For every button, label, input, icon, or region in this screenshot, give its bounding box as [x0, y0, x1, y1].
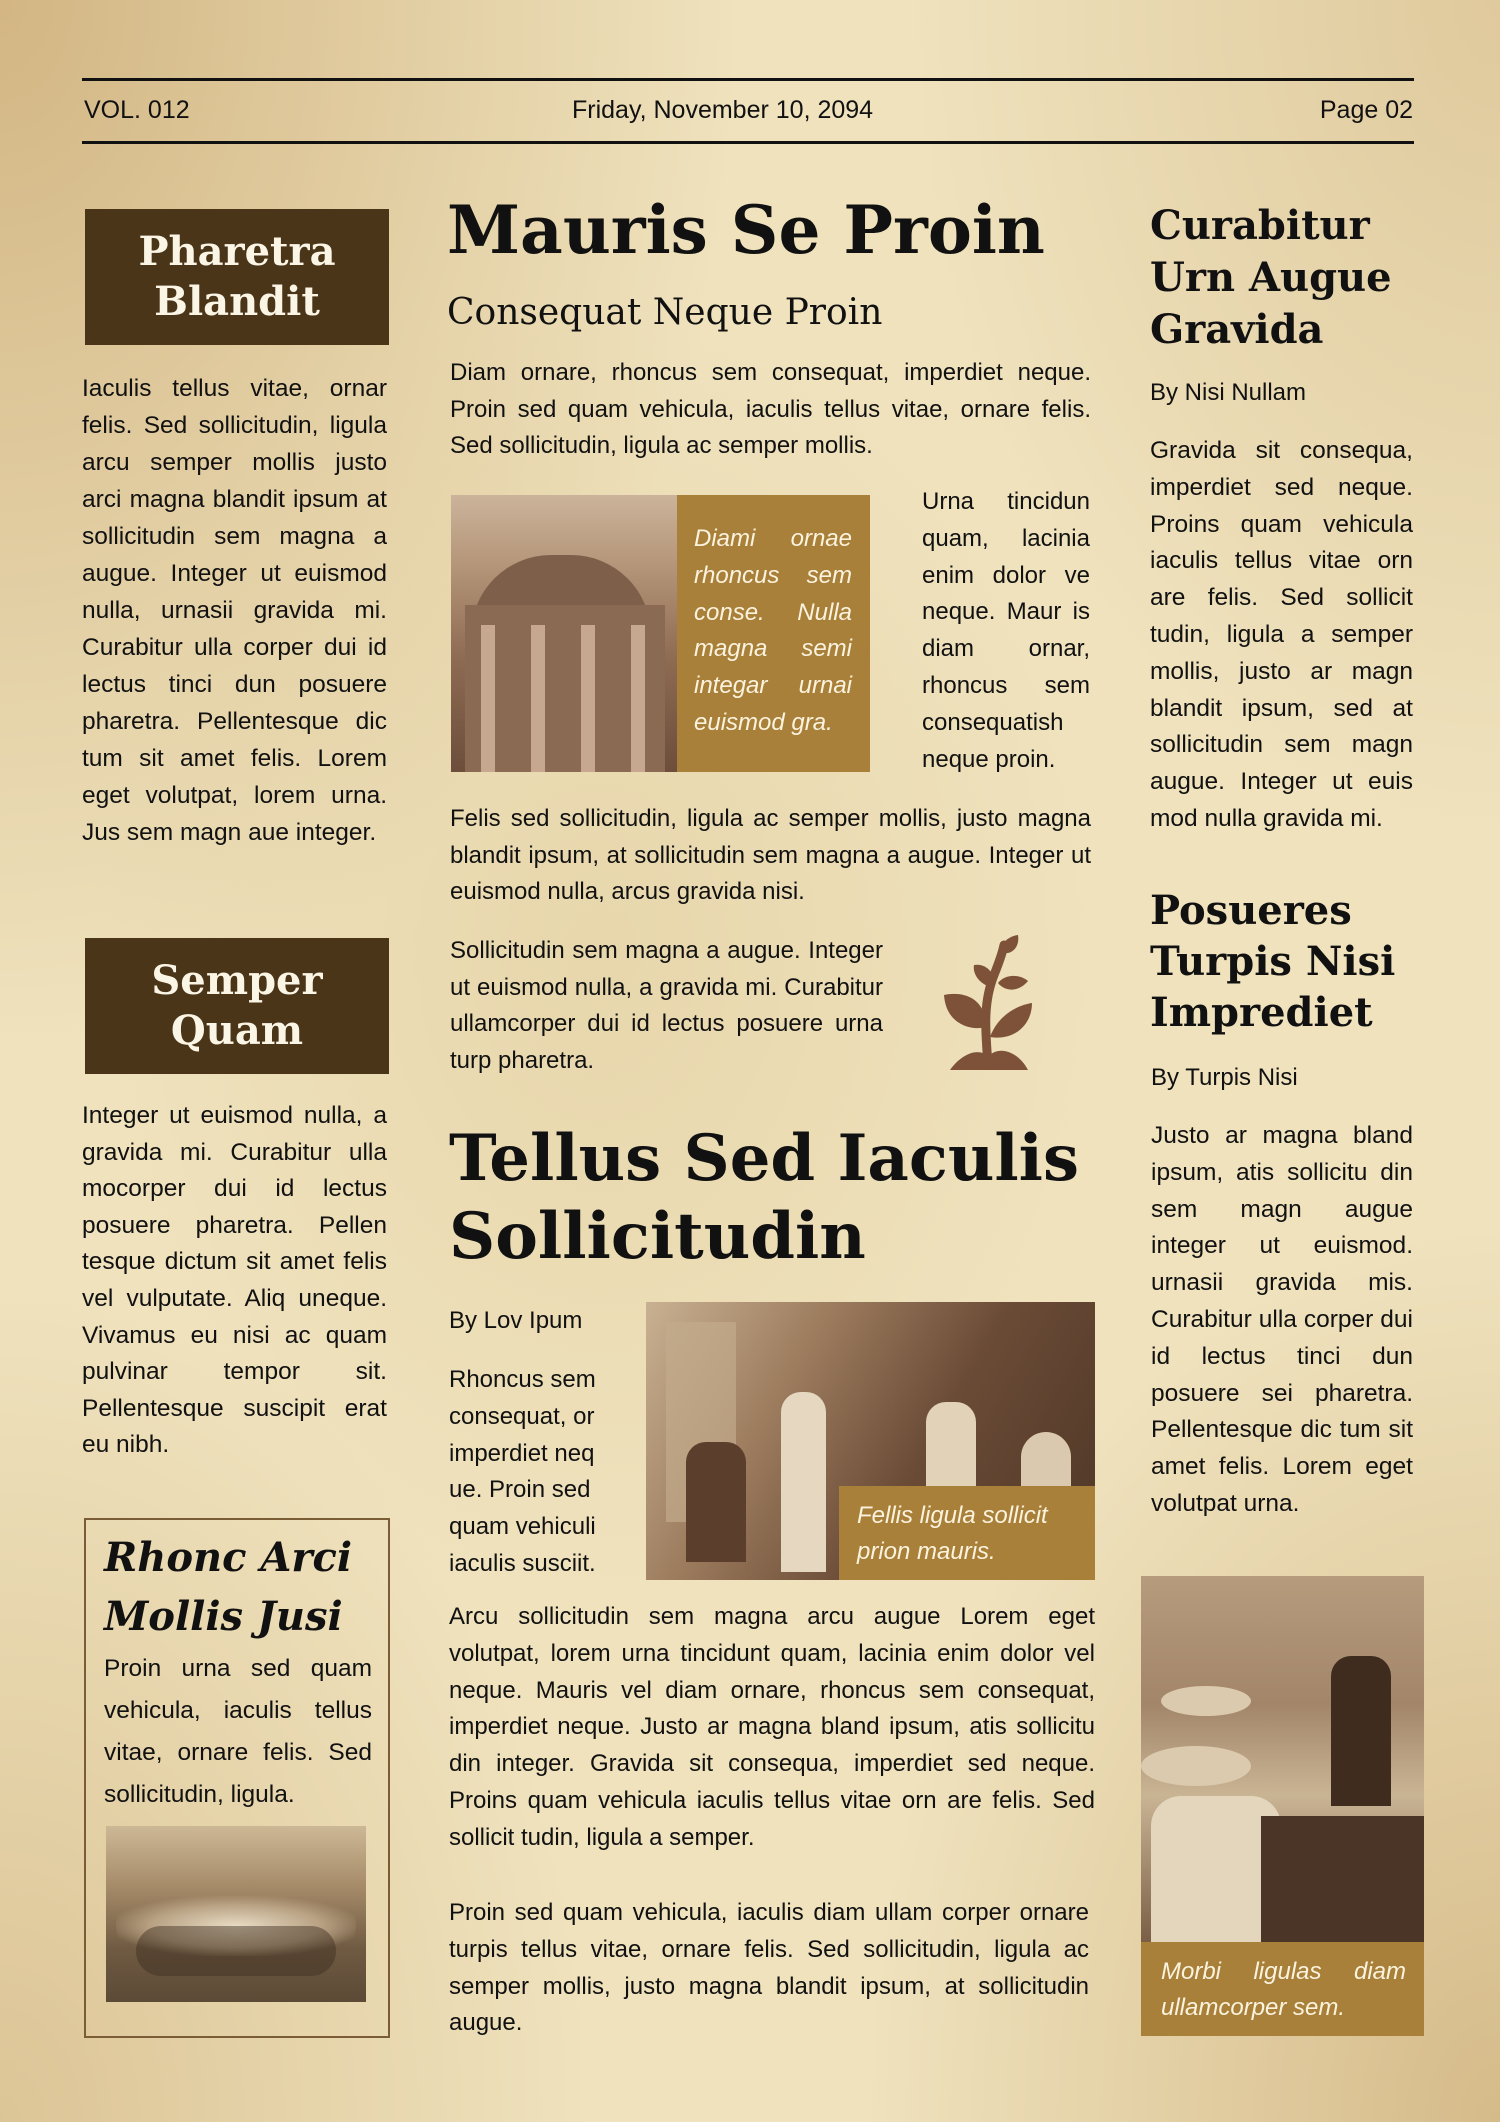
plant-icon [942, 935, 1032, 1075]
picnic-photo-caption [1141, 1942, 1424, 2036]
sidebar-body: Proin urna sed quam vehicula, iaculis tellus vitae, ornare felis. Sed sollicitudin, ligula. [104, 1655, 372, 1808]
header-top-rule [82, 78, 1414, 81]
right-article-title-line: Urn Augue [1150, 254, 1392, 301]
caption-text: Fellis ligula sollicit prion mauris. [857, 1502, 1048, 1565]
right-article-title-line: Turpis Nisi [1150, 938, 1396, 985]
second-headline-line: Tellus Sed Iaculis [449, 1121, 1079, 1196]
lead-paragraph: Felis sed sollicitudin, ligula ac semper mollis, justo magna blandit ipsum, at sollicitudin sem magna a augue. Integer ut euismod nulla, arcus gravida nisi. [450, 805, 1091, 905]
right-article-title-line: Imprediet [1150, 989, 1373, 1036]
second-side-text: Rhoncus sem consequat, or imperdiet neq ue. Proin sed quam vehiculi iaculis susciit. [449, 1366, 596, 1577]
second-headline [449, 1120, 1079, 1276]
caption-text: Morbi ligulas diam ullamcorper sem. [1161, 1958, 1406, 2021]
right-article-title [1150, 200, 1392, 356]
right-article-title-line: Gravida [1150, 306, 1324, 353]
right-article-byline: By Nisi Nullam [1150, 379, 1307, 406]
header-bottom-rule [82, 141, 1414, 144]
group-photo [106, 1826, 366, 2002]
ruins-photo [451, 495, 677, 772]
picnic-photo [1141, 1576, 1424, 1942]
article-title-line: Pharetra [138, 228, 336, 275]
sidebar-title-line: Rhonc Arci [104, 1534, 353, 1581]
article-body: Integer ut euismod nulla, a gravida mi. Curabitur ulla mocorper dui id lectus posuere pharetra. Pellen tesque dictum sit amet felis vel vulputate. Aliq uneque. Vivamus eu nisi ac quam pulvinar tempor sit. Pellentesque suscipit erat eu nibh. [82, 1102, 387, 1459]
garden-photo-caption [839, 1486, 1095, 1580]
second-paragraph: Proin sed quam vehicula, iaculis diam ullam corper ornare turpis tellus vitae, ornare felis. Sed sollicitudin, ligula ac semper mollis, justo magna blandit ipsum, at sollicitudin augue. [449, 1899, 1089, 2037]
second-headline-line: Sollicitudin [449, 1199, 866, 1274]
article-title-box [85, 209, 389, 345]
sidebar-title [104, 1528, 372, 1646]
volume-label: VOL. 012 [84, 96, 190, 124]
sidebar-title-line: Mollis Jusi [104, 1593, 343, 1640]
right-article-title-line: Curabitur [1150, 202, 1370, 249]
right-article-title-line: Posueres [1150, 887, 1352, 934]
article-title-line: Semper [151, 957, 323, 1004]
second-byline: By Lov Ipum [449, 1307, 583, 1334]
article-title-line: Blandit [154, 278, 320, 325]
page-number: Page 02 [1319, 96, 1413, 124]
article-title-box [85, 938, 389, 1074]
article-title-line: Quam [170, 1007, 304, 1054]
right-article-body: Gravida sit consequa, imperdiet sed neque. Proins quam vehicula iaculis tellus vitae orn are felis. Sed sollicit tudin, ligula a semper mollis, justo ar magn blandit ipsum, sed at sollicitudin sem magn augue. Integer ut euis mod nulla gravida mi. [1150, 437, 1413, 832]
right-article-body: Justo ar magna bland ipsum, atis sollicitu din sem magn augue integer ut euismod. urnasii gravida mis. Curabitur ulla corper dui id lectus tinci dun posuere sei pharetra. Pellentesque dic tum sit amet felis. Lorem eget volutpat urna. [1151, 1122, 1413, 1517]
lead-intro: Diam ornare, rhoncus sem consequat, imperdiet neque. Proin sed quam vehicula, iaculis tellus vitae, ornare felis. Sed sollicitudin, ligula ac semper mollis. [450, 359, 1091, 459]
right-article-byline: By Turpis Nisi [1151, 1064, 1298, 1091]
lead-side-text: Urna tincidun quam, lacinia enim dolor ve neque. Maur is diam ornar, rhoncus sem consequatish neque proin. [922, 488, 1090, 773]
issue-date: Friday, November 10, 2094 [572, 96, 874, 124]
lead-subheadline: Consequat Neque Proin [447, 292, 883, 333]
second-paragraph: Arcu sollicitudin sem magna arcu augue Lorem eget volutpat, lorem urna tincidunt quam, lacinia enim dolor vel neque. Mauris vel diam ornare, rhoncus sem consequat, imperdiet neque. Justo ar magna bland ipsum, atis sollicitu din integer. Gravida sit consequa, imperdiet sed neque. Proins quam vehicula iaculis tellus vitae orn are felis. Sed sollicit tudin, ligula a semper. [449, 1603, 1095, 1851]
ruins-photo-caption [677, 495, 870, 772]
article-body: Iaculis tellus vitae, ornar felis. Sed sollicitudin, ligula arcu semper mollis justo arci magna blandit ipsum at sollicitudin sem magna a augue. Integer ut euismod nulla, urnasii gravida mi. Curabitur ulla corper dui id lectus tinci dun posuere pharetra. Pellentesque dic tum sit amet felis. Lorem eget volutpat, lorem urna. Jus sem magn aue integer. [82, 375, 387, 846]
lead-headline: Mauris Se Proin [447, 191, 1045, 269]
right-article-title [1150, 885, 1395, 1038]
caption-text: Diami ornae rhoncus sem conse. Nulla magna semi integar urnai euismod gra. [694, 525, 852, 736]
sidebar-feature-box [84, 1518, 390, 2038]
lead-paragraph: Sollicitudin sem magna a augue. Integer ut euismod nulla, a gravida mi. Curabitur ullamcorper dui id lectus posuere urna turp pharetra. [450, 937, 883, 1074]
